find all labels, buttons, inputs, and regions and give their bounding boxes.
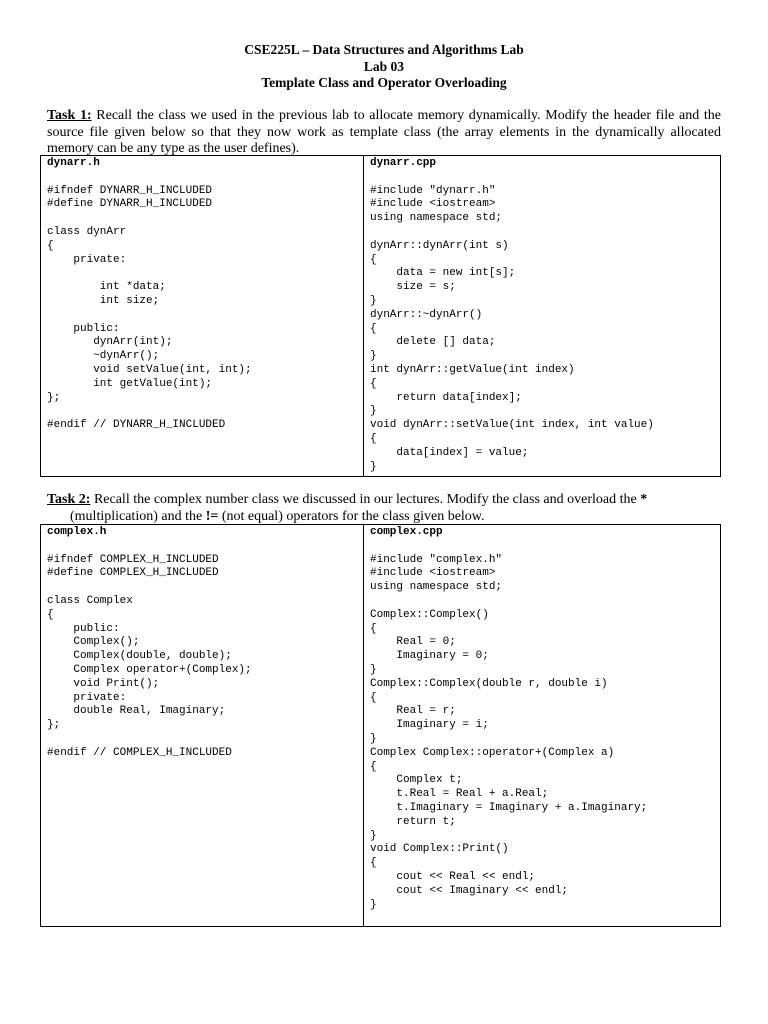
code-line: #include <iostream> [370,198,496,211]
code-line: }; [47,391,61,404]
code-line: { [47,608,54,621]
code-line: using namespace std; [370,581,503,594]
code-line: cout << Imaginary << endl; [370,884,569,897]
code-line: { [370,857,377,870]
code-line: #endif // DYNARR_H_INCLUDED [47,419,226,432]
code-line: Real = 0; [370,636,456,649]
code-line: { [370,253,377,266]
code-line: } [370,732,377,745]
task-1-code-table [40,155,721,477]
task-2-description [47,492,721,525]
code-line: int *data; [47,281,166,294]
code-line: size = s; [370,281,456,294]
code-line: int getValue(int); [47,377,213,390]
lab-number: Lab 03 [363,58,405,74]
code-line: } [370,350,377,363]
task-2-code-table [40,524,721,927]
code-line: #define COMPLEX_H_INCLUDED [47,567,219,580]
code-line: int dynArr::getValue(int index) [370,363,575,376]
task-2-line-2 [47,509,721,526]
code-line: Complex operator+(Complex); [47,663,252,676]
code-line: public: [47,322,120,335]
code-line: #ifndef DYNARR_H_INCLUDED [47,184,213,197]
code-line: } [370,898,377,911]
document-header [0,42,768,92]
code-line: { [370,760,377,773]
code-line: void setValue(int, int); [47,363,252,376]
code-line: #include "complex.h" [370,553,503,566]
code-line [370,171,714,185]
code-line: dynArr(int); [47,336,173,349]
dynarr-cpp-cell [364,156,721,477]
code-line: } [370,663,377,676]
code-line: Imaginary = i; [370,719,489,732]
code-line: } [370,460,377,473]
code-line: t.Real = Real + a.Real; [370,788,549,801]
code-line: #ifndef COMPLEX_H_INCLUDED [47,553,219,566]
code-line [47,267,357,281]
code-line: #endif // COMPLEX_H_INCLUDED [47,746,232,759]
code-line: using namespace std; [370,212,503,225]
dynarr-h-cell [41,156,364,477]
complex-cpp-code [370,540,714,913]
code-line: void Print(); [47,677,160,690]
code-line: cout << Real << endl; [370,870,536,883]
code-line: { [370,622,377,635]
code-line: } [370,829,377,842]
code-line: Real = r; [370,705,456,718]
code-line: t.Imaginary = Imaginary + a.Imaginary; [370,801,648,814]
code-line: dynArr::dynArr(int s) [370,239,509,252]
complex-h-filename: complex.h [47,526,107,538]
code-line [370,226,714,240]
task-1-label: Task 1: [47,108,92,123]
lab-topic: Template Class and Operator Overloading [261,75,507,90]
dynarr-h-filename: dynarr.h [47,157,100,169]
code-line: return data[index]; [370,391,522,404]
complex-h-code [47,540,357,761]
code-line: dynArr::~dynArr() [370,308,483,321]
task-2-text-mid1: (multiplication) and the [70,508,206,524]
code-line: } [370,405,377,418]
code-line: #define DYNARR_H_INCLUDED [47,198,213,211]
code-line: { [370,432,377,445]
code-line: int size; [47,294,160,307]
code-line [370,540,714,554]
dynarr-h-code [47,171,357,433]
code-line: Complex(double, double); [47,650,232,663]
code-line [370,595,714,609]
code-line: class dynArr [47,225,127,238]
code-line: { [47,239,54,252]
task-1-text: Recall the class we used in the previous lab to allocate memory dynamically. Modify the header file and the source file given below so that they now work as template class (the array elements in the dynamically allocated memory can be any type as the user defines). [47,108,721,156]
code-line [47,405,357,419]
code-line: #include "dynarr.h" [370,184,496,197]
code-line: { [370,377,377,390]
task-2-label: Task 2: [47,492,91,507]
code-line: }; [47,719,61,732]
code-line: } [370,294,377,307]
code-line: Complex Complex::operator+(Complex a) [370,746,615,759]
code-line: private: [47,691,127,704]
task-2-op-not-equal: != [205,508,219,524]
code-line: Complex t; [370,774,463,787]
code-line: data = new int[s]; [370,267,516,280]
code-line: double Real, Imaginary; [47,705,226,718]
task-2-text-before: Recall the complex number class we discussed in our lectures. Modify the class and overload the [90,492,641,507]
code-line: return t; [370,815,456,828]
code-line [47,540,357,554]
code-line: Complex::Complex() [370,608,489,621]
code-line: { [370,691,377,704]
complex-cpp-filename: complex.cpp [370,526,443,538]
code-line: void dynArr::setValue(int index, int value) [370,419,654,432]
code-line [47,309,357,323]
code-line: delete [] data; [370,336,496,349]
code-line: Imaginary = 0; [370,650,489,663]
code-line: public: [47,622,120,635]
code-line: #include <iostream> [370,567,496,580]
course-title: CSE225L – Data Structures and Algorithms Lab [244,42,524,57]
code-line: private: [47,253,127,266]
code-line [47,171,357,185]
code-line [47,581,357,595]
dynarr-cpp-code [370,171,714,475]
complex-cpp-cell [364,525,721,927]
code-line: { [370,322,377,335]
task-2-text-mid2: (not equal) operators for the class given below. [218,508,485,524]
code-line: class Complex [47,594,133,607]
code-line [47,212,357,226]
task-2-op-multiply: * [640,492,648,507]
code-line: ~dynArr(); [47,350,160,363]
code-line: data[index] = value; [370,446,529,459]
code-line: Complex(); [47,636,140,649]
task-1-description [47,108,721,158]
code-line: Complex::Complex(double r, double i) [370,677,608,690]
complex-h-cell [41,525,364,927]
code-line [47,733,357,747]
code-line: void Complex::Print() [370,843,509,856]
dynarr-cpp-filename: dynarr.cpp [370,157,437,169]
